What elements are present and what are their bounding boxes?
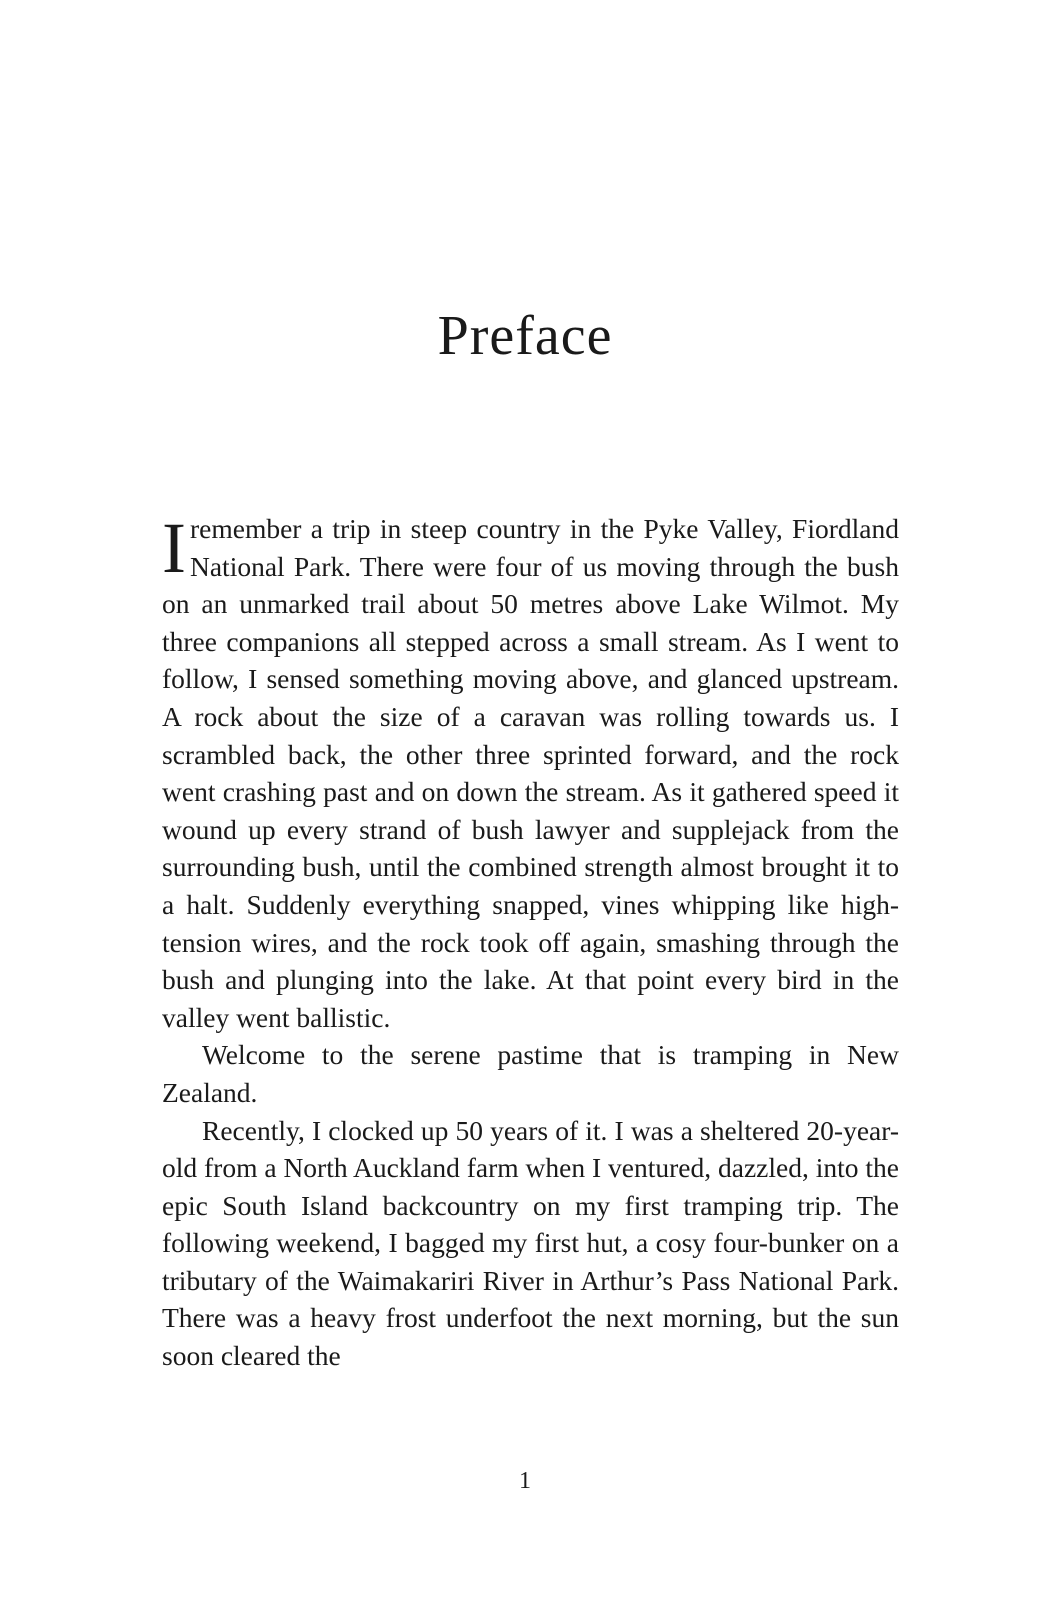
- page-title: Preface: [437, 305, 613, 367]
- paragraph-2: Welcome to the serene pastime that is tramping in New Zealand.: [162, 1039, 899, 1108]
- paragraph-1-text: remember a trip in steep country in the Pyke Valley, Fiordland National Park. There were four of us moving through the bush on an unmarked trail about 50 metres above Lake Wilmot. My three companions all stepped across a small stream. As I went to follow, I sensed something moving above, and glanced upstream. A rock about the size of a caravan was rolling towards us. I scrambled back, the other three sprinted forward, and the rock went crashing past and on down the stream. As it gathered speed it wound up every strand of bush lawyer and supplejack from the surrounding bush, until the combined strength almost brought it to a halt. Suddenly everything snapped, vines whipping like high-tension wires, and the rock took off again, smashing through the bush and plunging into the lake. At that point every bird in the valley went ballistic.: [162, 513, 899, 1033]
- page-number: 1: [519, 1468, 531, 1494]
- paragraph-1: [162, 510, 899, 1036]
- body-text: [162, 510, 899, 1375]
- drop-cap: I: [162, 508, 186, 588]
- paragraph-3: Recently, I clocked up 50 years of it. I was a sheltered 20-year-old from a North Auckland farm when I ventured, dazzled, into the epic South Island backcountry on my first tramping trip. The following weekend, I bagged my first hut, a cosy four-bunker on a tributary of the Waimakariri River in Arthur’s Pass National Park. There was a heavy frost underfoot the next morning, but the sun soon cleared the: [162, 1114, 899, 1372]
